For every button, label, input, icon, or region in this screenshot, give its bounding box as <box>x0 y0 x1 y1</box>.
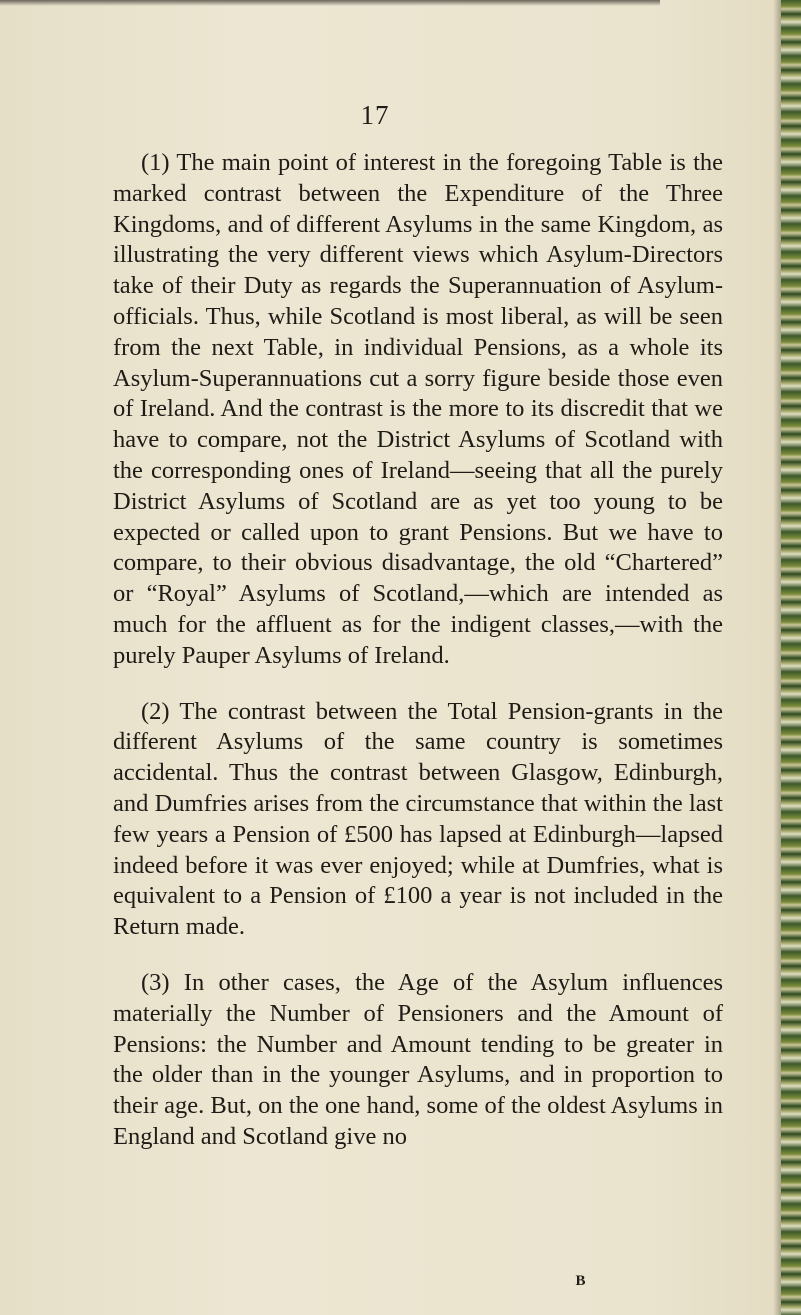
paragraph-2 <box>113 697 723 943</box>
paragraph-2-text: (2) The contrast between the Total Pension-grants in the different Asylums of the same country is sometimes accidental. Thus the contrast between Glasgow, Edinburgh, and Dumfries arises from the circumstance that within the last few years a Pension of £500 has lapsed at Edinburgh—lapsed indeed before it was ever enjoyed; while at Dumfries, what is equivalent to a Pension of £100 a year is not included in the Return made. <box>113 697 723 941</box>
signature-mark: B <box>575 1273 587 1289</box>
book-edge <box>781 0 801 1315</box>
page-number: 17 <box>360 100 390 130</box>
paragraph-1-text: (1) The main point of interest in the foregoing Table is the marked contrast between the Expenditure of the Three Kingdoms, and of different Asylums in the same Kingdom, as illustrating the very different views which Asylum-Directors take of their Duty as regards the Superannuation of Asylum-officials. Thus, while Scotland is most liberal, as will be seen from the next Table, in individual Pensions, as a whole its Asylum-Superannuations cut a sorry figure beside those even of Ireland. And the contrast is the more to its discredit that we have to compare, not the District Asylums of Scotland with the corresponding ones of Ireland—seeing that all the purely District Asylums of Scotland are as yet too young to be expected or called upon to grant Pensions. But we have to compare, to their obvious disadvantage, the old “Chartered” or “Royal” Asylums of Scotland,—which are intended as much for the affluent as for the indigent classes,—with the purely Pauper Asylums of Ireland. <box>113 149 723 669</box>
body-text <box>113 148 723 1153</box>
paragraph-1 <box>113 148 723 672</box>
page-top-shadow <box>0 0 660 6</box>
paragraph-3-text: (3) In other cases, the Age of the Asylum influences materially the Number of Pensioners and the Amount of Pensions: the Number and Amount tending to be greater in the older than in the younger Asylums, and in proportion to their age. But, on the one hand, some of the oldest Asylums in England and Scotland give no <box>113 968 723 1150</box>
paragraph-3 <box>113 968 723 1153</box>
binding-shadow <box>773 0 781 1315</box>
